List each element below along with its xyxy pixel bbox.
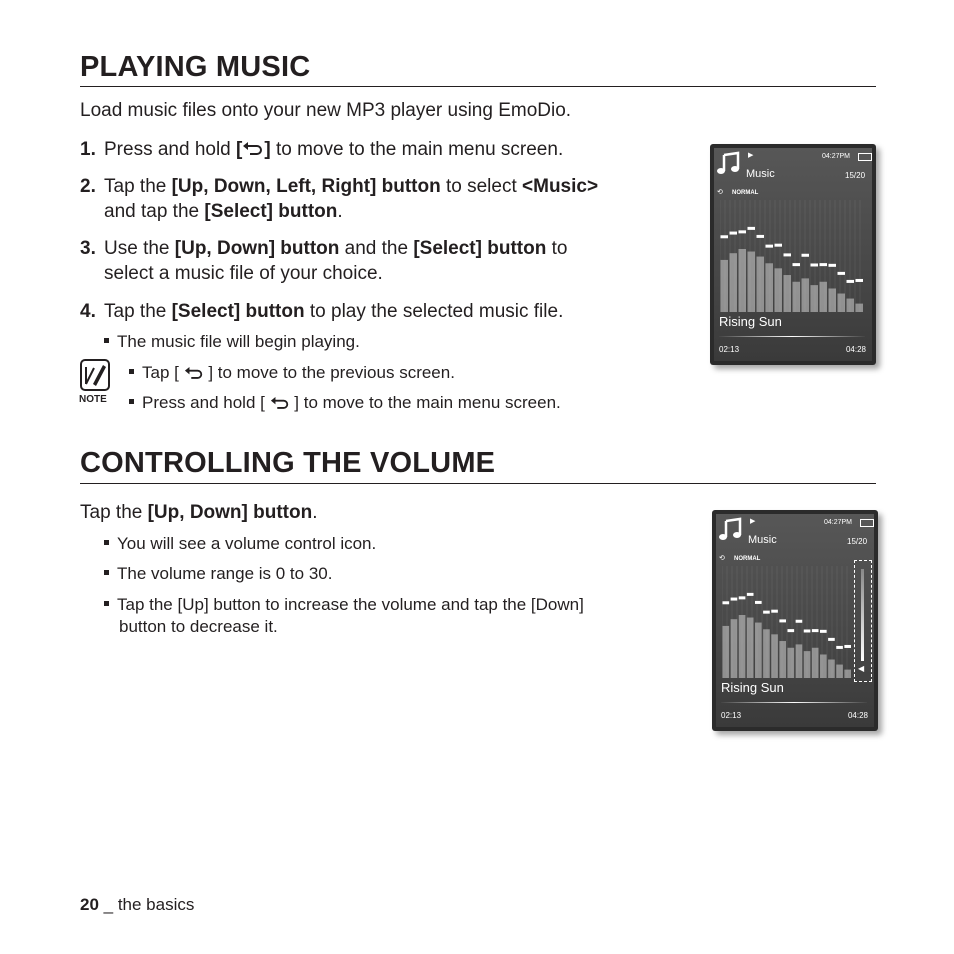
eq-peak <box>829 264 837 267</box>
eq-bar <box>793 282 801 312</box>
step-text: to select <box>440 176 523 197</box>
eq-bar <box>775 268 783 312</box>
step-text: Use the <box>104 238 175 259</box>
step-number: 3. <box>80 238 96 259</box>
battery-icon <box>860 519 874 527</box>
eq-bar <box>771 634 778 678</box>
total-time: 04:28 <box>847 711 868 720</box>
note-item: Press and hold [ ] to move to the main menu screen. <box>129 392 561 415</box>
bullet-item-cont: button to decrease it. <box>119 617 278 636</box>
eq-peak <box>731 598 738 601</box>
progress-bar <box>721 702 867 703</box>
step-number: 1. <box>80 139 96 160</box>
bullet-item: You will see a volume control icon. <box>104 533 376 555</box>
eq-peak <box>766 245 774 248</box>
eq-bar <box>820 654 827 678</box>
player-screenshot-volume <box>712 510 878 731</box>
play-mode: NORMAL <box>732 190 759 196</box>
step-3 <box>80 236 700 286</box>
eq-bar <box>721 260 729 312</box>
music-note-icon <box>718 517 744 543</box>
play-mode: NORMAL <box>734 556 761 562</box>
eq-peak <box>820 263 828 266</box>
step-1 <box>80 137 700 162</box>
track-count: 15/20 <box>847 537 868 546</box>
step-text: Tap the <box>104 176 172 197</box>
back-icon <box>184 363 204 385</box>
eq-bar <box>731 619 738 678</box>
eq-bar <box>739 249 747 312</box>
button-ref: [Up, Down] button <box>174 238 340 259</box>
eq-peak <box>748 227 756 230</box>
eq-peak <box>802 254 810 257</box>
eq-peak <box>847 280 855 283</box>
track-count: 15/20 <box>845 171 866 180</box>
step-text: select a music file of your choice. <box>104 263 383 284</box>
eq-bar <box>844 670 851 678</box>
eq-peak <box>739 230 747 233</box>
eq-bar <box>723 626 730 678</box>
menu-label: Music <box>746 168 775 180</box>
equalizer-display <box>720 200 864 312</box>
note-label: NOTE <box>79 394 107 405</box>
eq-bar <box>820 282 828 312</box>
eq-bar <box>804 651 811 678</box>
bracket: ] <box>264 139 271 160</box>
eq-peak <box>804 629 811 632</box>
eq-peak <box>796 620 803 623</box>
back-icon <box>242 137 264 162</box>
eq-peak <box>755 601 762 604</box>
eq-bar <box>796 644 803 678</box>
eq-peak <box>820 630 827 633</box>
eq-bar <box>747 618 754 678</box>
song-title: Rising Sun <box>721 680 784 695</box>
eq-peak <box>793 263 801 266</box>
step-2 <box>80 174 700 224</box>
bullet-item: Tap the [Up] button to increase the volume and tap the [Down] <box>104 594 584 616</box>
eq-bar <box>748 252 756 312</box>
eq-bar <box>828 660 835 678</box>
eq-bar <box>812 648 819 678</box>
play-indicator-icon: ▶ <box>748 152 754 159</box>
battery-icon <box>858 153 872 161</box>
repeat-icon: ⟲ <box>717 189 723 196</box>
progress-bar <box>719 336 865 337</box>
speaker-icon: ◀ <box>858 664 865 673</box>
volume-intro: Tap the [Up, Down] button. <box>80 502 318 523</box>
eq-peak <box>811 263 819 266</box>
eq-bar <box>779 641 786 678</box>
eq-bar <box>811 285 819 312</box>
eq-peak <box>856 279 864 282</box>
menu-label: Music <box>748 534 777 546</box>
eq-peak <box>838 272 846 275</box>
elapsed-time: 02:13 <box>721 711 742 720</box>
eq-bar <box>739 615 746 678</box>
eq-bar <box>788 648 795 678</box>
eq-peak <box>757 235 765 238</box>
eq-bar <box>730 253 738 312</box>
player-screenshot <box>710 144 876 365</box>
step-text: and tap the <box>104 201 205 222</box>
step-text: to move to the main menu screen. <box>270 139 564 160</box>
button-ref: [Select] button <box>204 201 338 222</box>
eq-peak <box>784 253 792 256</box>
eq-bar <box>802 278 810 312</box>
step-text: Press and hold <box>104 139 237 160</box>
eq-bar <box>836 665 843 678</box>
note-item: Tap [ ] to move to the previous screen. <box>129 362 455 385</box>
eq-peak <box>771 610 778 613</box>
total-time: 04:28 <box>845 345 866 354</box>
intro-text: Load music files onto your new MP3 player using EmoDio. <box>80 100 572 121</box>
step-number: 2. <box>80 176 96 197</box>
eq-peak <box>775 244 783 247</box>
page-number: 20 <box>80 895 99 914</box>
eq-peak <box>763 611 770 614</box>
eq-bar <box>766 263 774 312</box>
eq-peak <box>844 645 851 648</box>
footer-section: the basics <box>117 895 195 914</box>
eq-peak <box>747 593 754 596</box>
button-ref: [Up, Down, Left, Right] button <box>171 176 441 197</box>
eq-peak <box>721 235 729 238</box>
eq-bar <box>847 299 855 312</box>
footer-sep: _ <box>98 895 118 914</box>
page-title: PLAYING MUSIC <box>80 51 311 83</box>
step-text: . <box>337 201 343 222</box>
title-rule <box>80 483 876 484</box>
eq-peak <box>836 646 843 649</box>
title-rule <box>80 86 876 87</box>
bullet-item: The music file will begin playing. <box>104 331 360 353</box>
equalizer-display <box>722 566 852 678</box>
eq-peak <box>779 619 786 622</box>
volume-control[interactable] <box>854 560 872 682</box>
eq-bar <box>763 629 770 678</box>
eq-bar <box>784 275 792 312</box>
step-text: to <box>546 238 568 259</box>
eq-peak <box>788 629 795 632</box>
note-icon <box>80 359 110 391</box>
step-text: to play the selected music file. <box>304 301 564 322</box>
bracket: [ <box>236 139 243 160</box>
eq-peak <box>812 629 819 632</box>
button-ref: [Select] button <box>413 238 547 259</box>
volume-bar <box>861 569 864 661</box>
eq-peak <box>739 596 746 599</box>
eq-peak <box>730 232 738 235</box>
step-text: Tap the <box>104 301 172 322</box>
eq-peak <box>828 638 835 641</box>
repeat-icon: ⟲ <box>719 555 725 562</box>
step-number: 4. <box>80 301 96 322</box>
eq-bar <box>829 288 837 312</box>
eq-bar <box>755 623 762 678</box>
bullet-item: The volume range is 0 to 30. <box>104 563 332 585</box>
clock: 04:27PM <box>822 153 851 160</box>
elapsed-time: 02:13 <box>719 345 740 354</box>
play-indicator-icon: ▶ <box>750 518 756 525</box>
step-text: and the <box>339 238 414 259</box>
button-ref: [Select] button <box>171 301 305 322</box>
music-note-icon <box>716 151 742 177</box>
step-4 <box>80 299 700 324</box>
clock: 04:27PM <box>824 519 853 526</box>
eq-bar <box>757 257 765 312</box>
back-icon <box>270 393 290 415</box>
eq-peak <box>723 601 730 604</box>
eq-bar <box>856 304 864 312</box>
page-footer <box>80 895 194 915</box>
eq-bar <box>838 294 846 312</box>
section-title: CONTROLLING THE VOLUME <box>80 447 496 479</box>
song-title: Rising Sun <box>719 314 782 329</box>
menu-ref: <Music> <box>522 176 599 197</box>
